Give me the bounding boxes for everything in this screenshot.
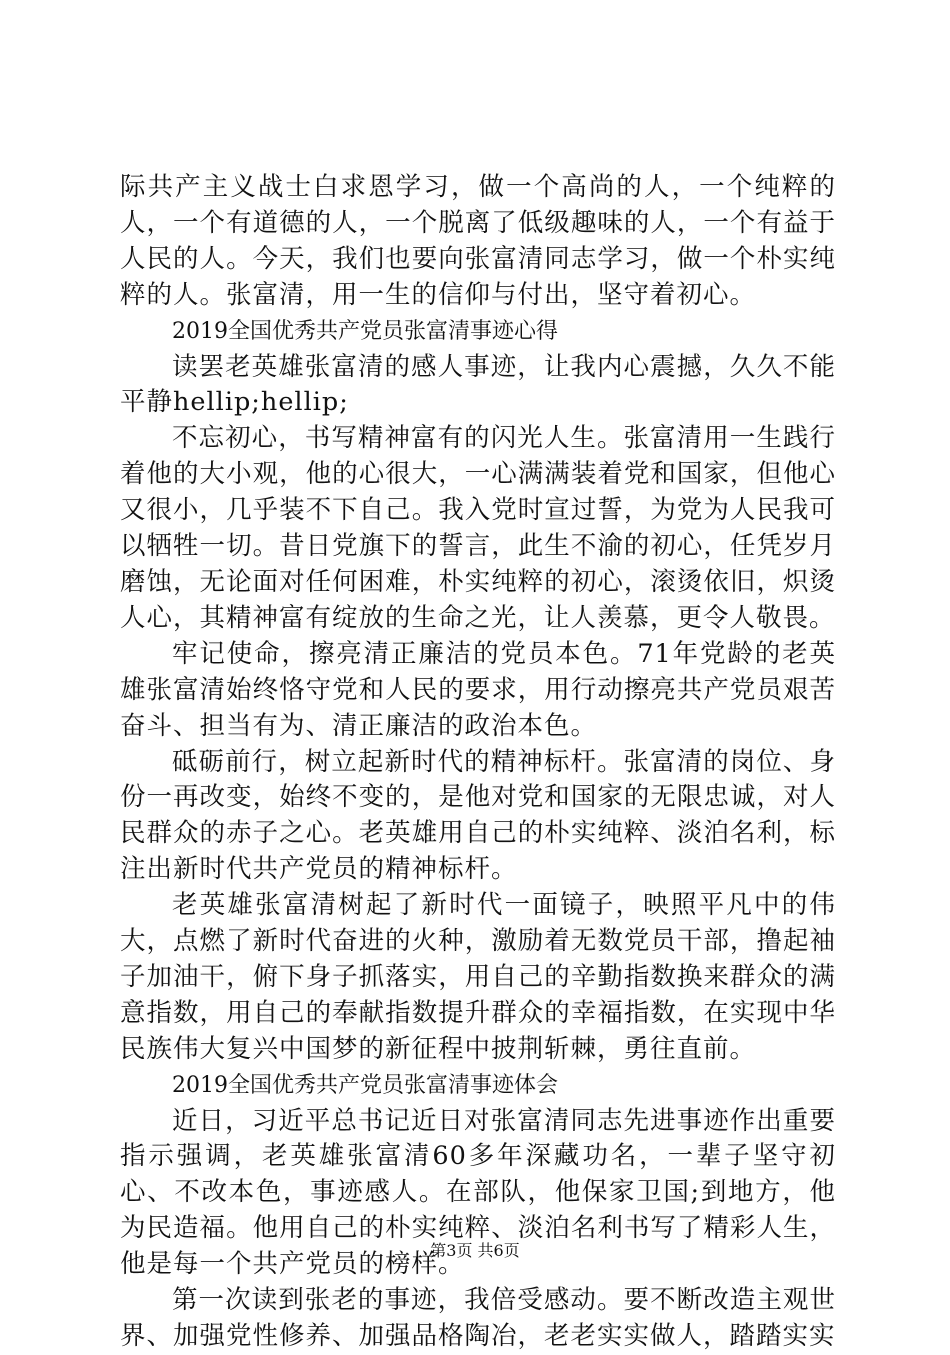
page-number: 第3页 共6页 (430, 1241, 520, 1260)
page-footer (0, 1240, 950, 1262)
paragraph: 不忘初心，书写精神富有的闪光人生。张富清用一生践行着他的大小观，他的心很大，一心满满装着党和国家，但他心又很小，几乎装不下自己。我入党时宣过誓，为党为人民我可以牺牲一切。昔日党旗下的誓言，此生不渝的初心，任凭岁月磨蚀，无论面对任何困难，朴实纯粹的初心，滚烫依旧，炽烫人心，其精神富有绽放的生命之光，让人羡慕，更令人敬畏。 (120, 423, 836, 633)
paragraph-continuation: 际共产主义战士白求恩学习，做一个高尚的人，一个纯粹的人，一个有道德的人，一个脱离了低级趣味的人，一个有益于人民的人。今天，我们也要向张富清同志学习，做一个朴实纯粹的人。张富清，用一生的信仰与付出，坚守着初心。 (120, 172, 836, 310)
paragraph: 老英雄张富清树起了新时代一面镜子，映照平凡中的伟大，点燃了新时代奋进的火种，激励着无数党员干部，撸起袖子加油干，俯下身子抓落实，用自己的辛勤指数换来群众的满意指数，用自己的奉献指数提升群众的幸福指数，在实现中华民族伟大复兴中国梦的新征程中披荆斩棘，勇往直前。 (120, 890, 836, 1064)
paragraph: 读罢老英雄张富清的感人事迹，让我内心震撼，久久不能平静hellip;hellip; (120, 351, 836, 418)
section-heading-reflection: 2019全国优秀共产党员张富清事迹体会 (172, 1072, 558, 1098)
paragraph: 近日，习近平总书记近日对张富清同志先进事迹作出重要指示强调，老英雄张富清60多年深藏功名，一辈子坚守初心、不改本色，事迹感人。在部队，他保家卫国;到地方，他为民造福。他用自己的朴实纯粹、淡泊名利书写了精彩人生，他是每一个共产党员的榜样。 (120, 1105, 836, 1280)
paragraph: 砥砺前行，树立起新时代的精神标杆。张富清的岗位、身份一再改变，始终不变的，是他对党和国家的无限忠诚，对人民群众的赤子之心。老英雄用自己的朴实纯粹、淡泊名利，标注出新时代共产党员的精神标杆。 (120, 746, 836, 885)
section-heading-experience: 2019全国优秀共产党员张富清事迹心得 (172, 318, 558, 344)
paragraph: 牢记使命，擦亮清正廉洁的党员本色。71年党龄的老英雄张富清始终恪守党和人民的要求，用行动擦亮共产党员艰苦奋斗、担当有为、清正廉洁的政治本色。 (120, 638, 836, 741)
document-body (120, 170, 836, 1355)
paragraph: 第一次读到张老的事迹，我倍受感动。要不断改造主观世界、加强党性修养、加强品格陶冶，老老实实做人，踏踏实实 (120, 1285, 836, 1351)
